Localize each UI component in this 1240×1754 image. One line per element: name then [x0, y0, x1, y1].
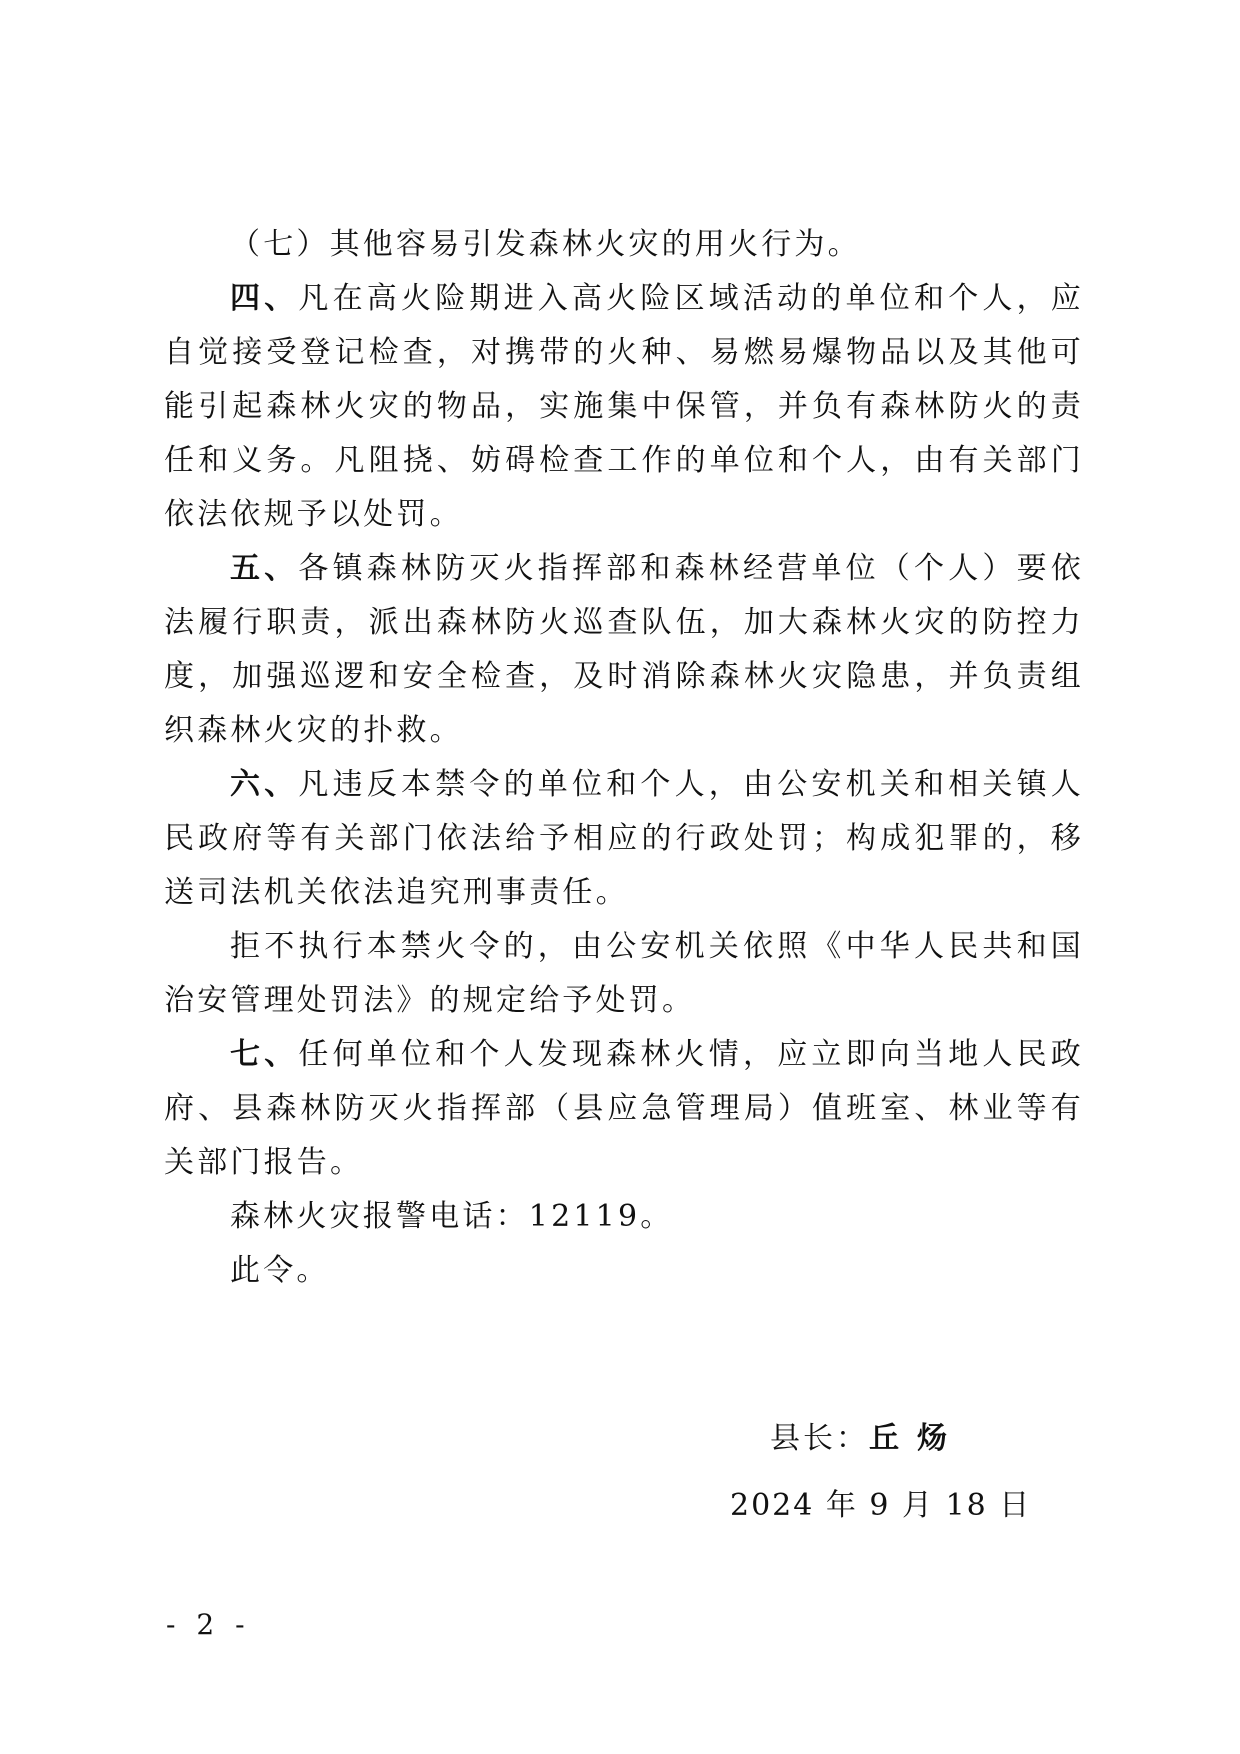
- signature-name: 丘炀: [869, 1421, 965, 1456]
- paragraph-text: 任何单位和个人发现森林火情，应立即向当地人民政府、县森林防灭火指挥部（县应急管理局）值班室、林业等有关部门报告。: [164, 1037, 1084, 1180]
- paragraph-text: 森林火灾报警电话：12119。: [230, 1199, 674, 1234]
- paragraph-section-7: [164, 1028, 1084, 1190]
- paragraph-text: （七）其他容易引发森林火灾的用火行为。: [230, 227, 861, 262]
- page-number: - 2 -: [166, 1608, 251, 1641]
- paragraph-item-7: [164, 218, 1084, 272]
- paragraph-lead: 七、: [230, 1037, 299, 1072]
- paragraph-text: 各镇森林防灭火指挥部和森林经营单位（个人）要依法履行职责，派出森林防火巡查队伍，加大森林火灾的防控力度，加强巡逻和安全检查，及时消除森林火灾隐患，并负责组织森林火灾的扑救。: [164, 551, 1084, 748]
- paragraph-text: 拒不执行本禁火令的，由公安机关依照《中华人民共和国治安管理处罚法》的规定给予处罚。: [164, 929, 1084, 1018]
- document-date: 2024 年 9 月 18 日: [730, 1488, 1032, 1523]
- paragraph-section-5: [164, 542, 1084, 758]
- paragraph-refusal-penalty: [164, 920, 1084, 1028]
- signature-title: 县长：: [770, 1421, 869, 1456]
- document-body: [164, 218, 1084, 1298]
- paragraph-text: 此令。: [230, 1253, 330, 1288]
- paragraph-lead: 六、: [230, 767, 299, 802]
- paragraph-text: 凡在高火险期进入高火险区域活动的单位和个人，应自觉接受登记检查，对携带的火种、易燃易爆物品以及其他可能引起森林火灾的物品，实施集中保管，并负有森林防火的责任和义务。凡阻挠、妨碍检查工作的单位和个人，由有关部门依法依规予以处罚。: [164, 281, 1084, 532]
- paragraph-closing: [164, 1244, 1084, 1298]
- paragraph-section-4: [164, 272, 1084, 542]
- paragraph-lead: 五、: [230, 551, 299, 586]
- paragraph-lead: 四、: [230, 281, 299, 316]
- paragraph-text: 凡违反本禁令的单位和个人，由公安机关和相关镇人民政府等有关部门依法给予相应的行政处罚；构成犯罪的，移送司法机关依法追究刑事责任。: [164, 767, 1084, 910]
- paragraph-alarm-phone: [164, 1190, 1084, 1244]
- signature-block: [770, 1413, 965, 1457]
- paragraph-section-6: [164, 758, 1084, 920]
